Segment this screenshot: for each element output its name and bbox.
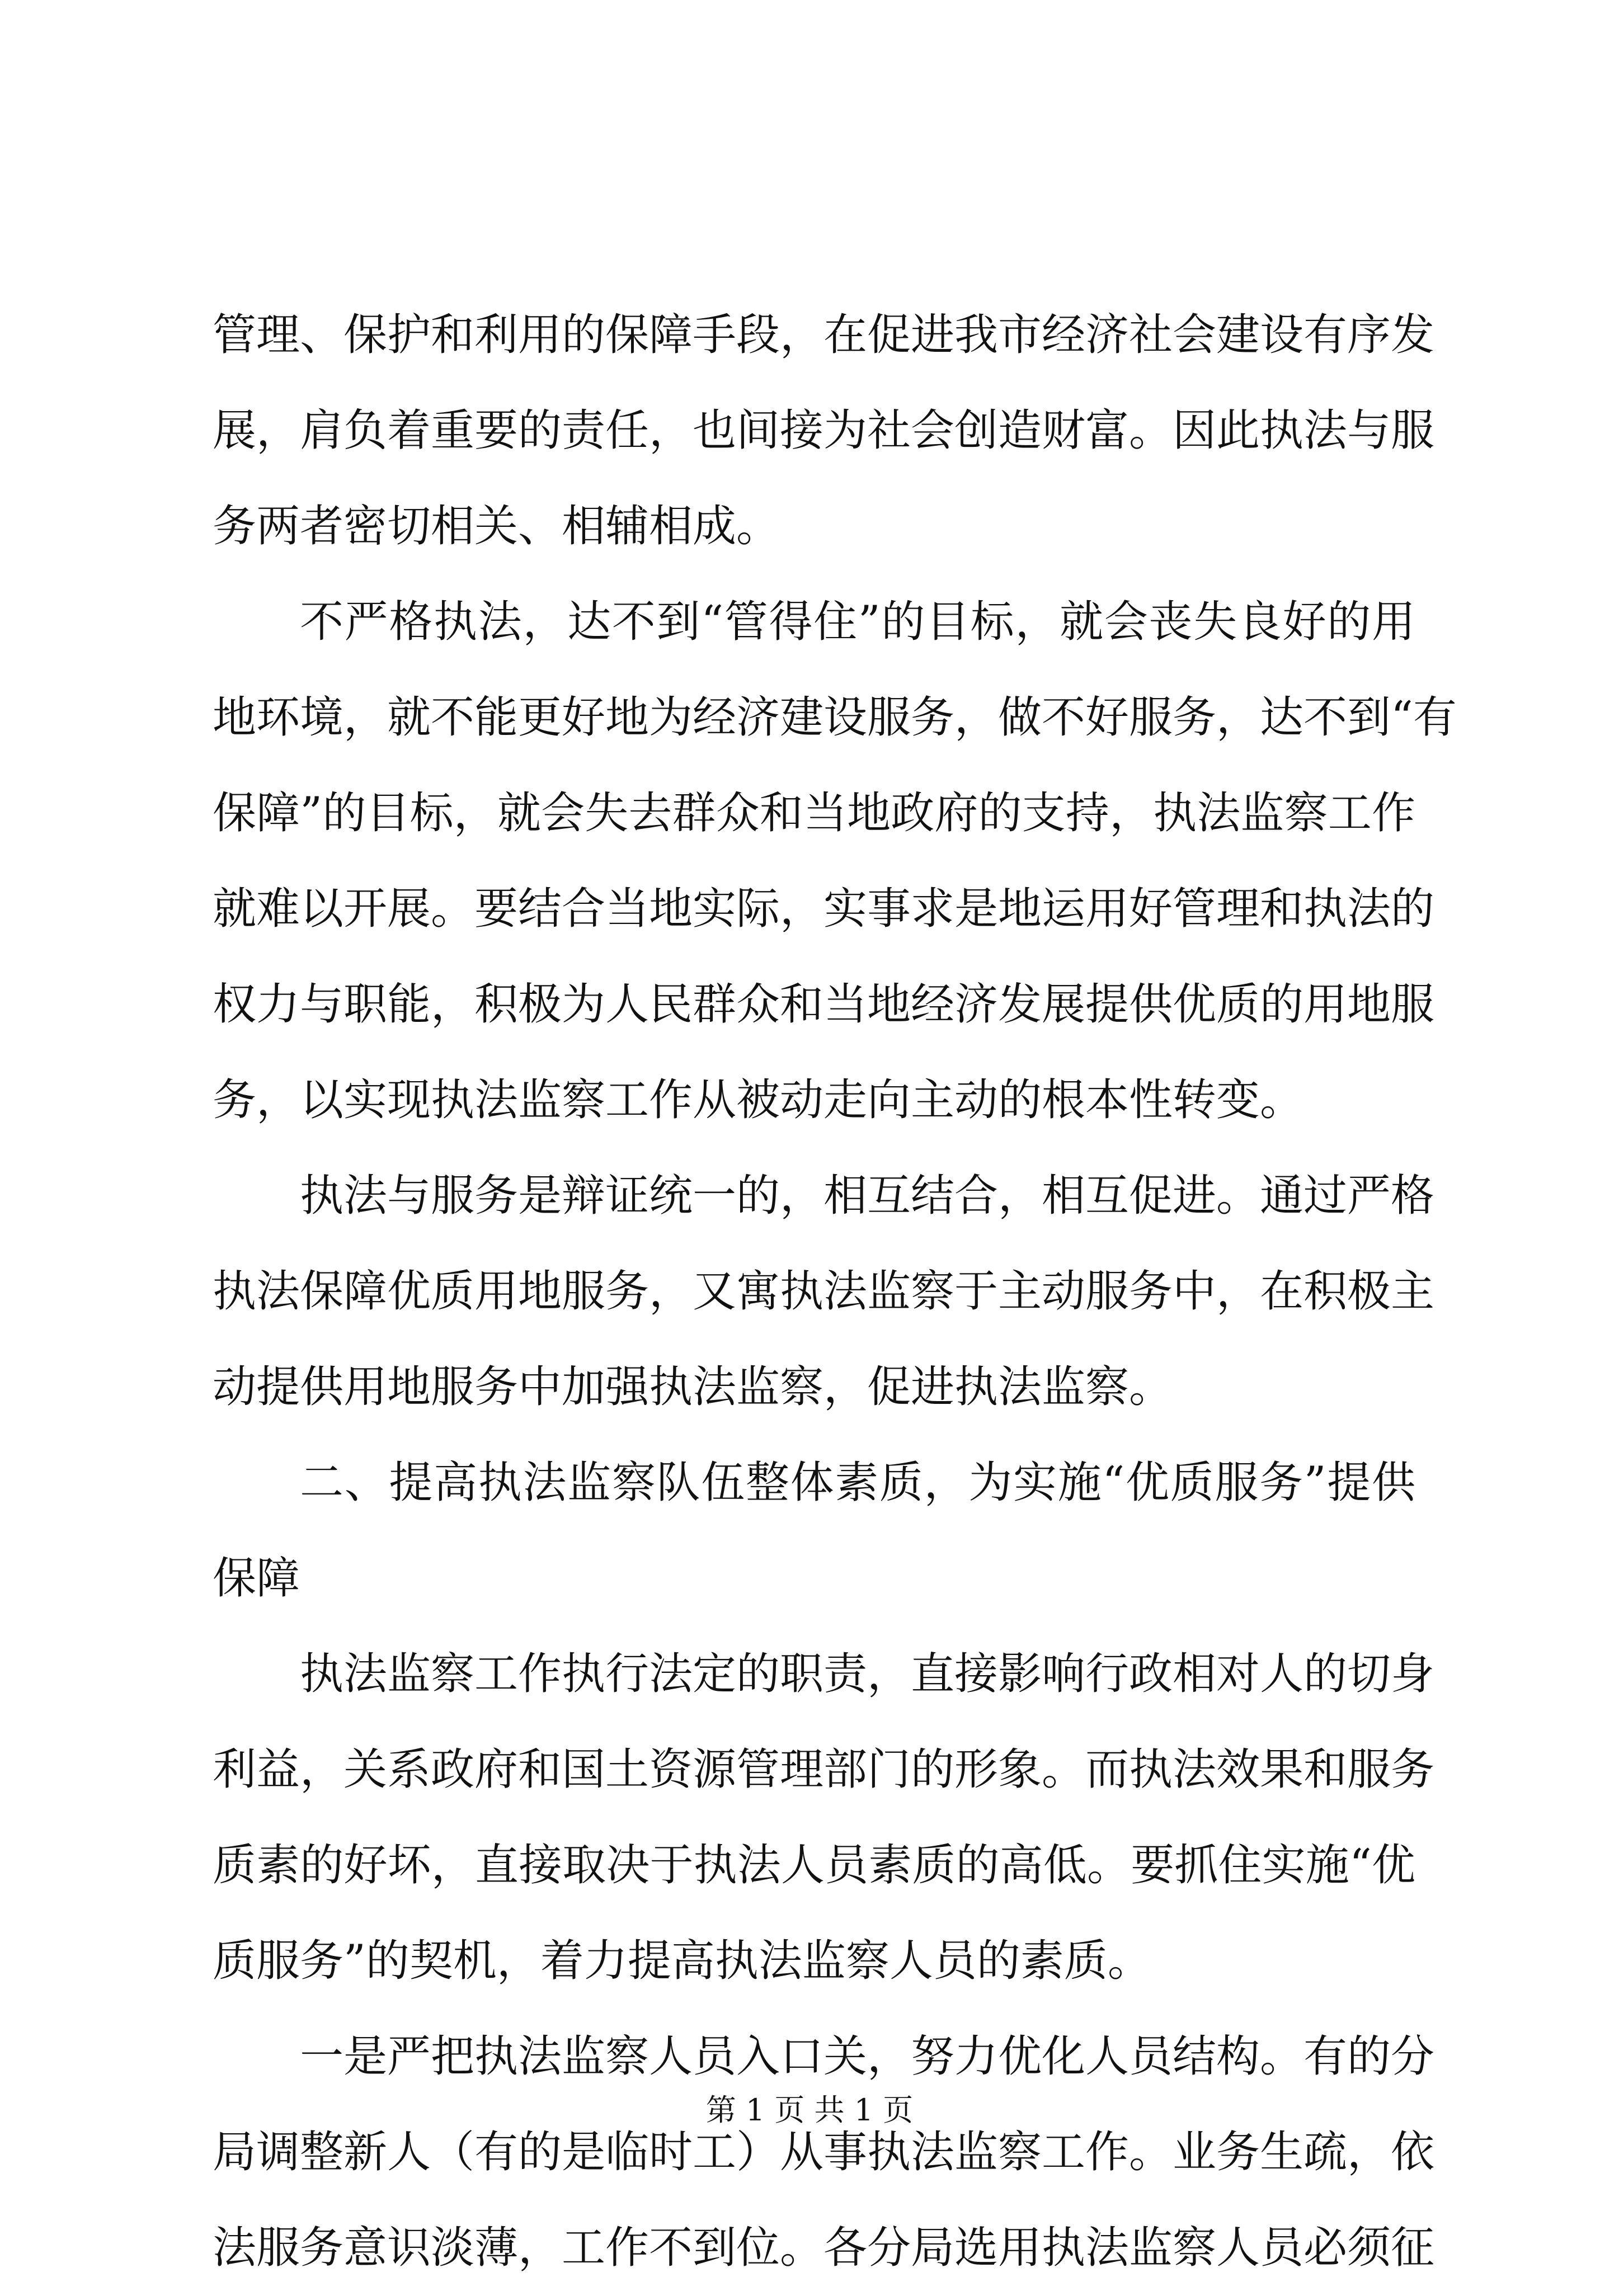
text-line: 务，以实现执法监察工作从被动走向主动的根本性转变。 <box>213 1075 1304 1125</box>
text-line: 管理、保护和利用的保障手段，在促进我市经济社会建设有序发 <box>213 310 1435 360</box>
body-text <box>213 287 1457 2296</box>
text-line: 一是严把执法监察人员入口关，努力优化人员结构。有的分 <box>300 2031 1435 2082</box>
text-line: 执法保障优质用地服务，又寓执法监察于主动服务中，在积极主 <box>213 1266 1435 1317</box>
text-line: 保障”的目标，就会失去群众和当地政府的支持，执法监察工作 <box>213 788 1415 838</box>
text-line: 权力与职能，积极为人民群众和当地经济发展提供优质的用地服 <box>213 979 1435 1030</box>
text-line: 执法与服务是辩证统一的，相互结合，相互促进。通过严格 <box>300 1171 1435 1221</box>
text-line: 动提供用地服务中加强执法监察，促进执法监察。 <box>213 1362 1173 1412</box>
text-line: 保障 <box>213 1553 300 1604</box>
text-line: 展，肩负着重要的责任，也间接为社会创造财富。因此执法与服 <box>213 406 1435 456</box>
text-line: 地环境，就不能更好地为经济建设服务，做不好服务，达不到“有 <box>213 692 1457 743</box>
text-line: 质服务”的契机，着力提高执法监察人员的素质。 <box>213 1936 1151 1986</box>
text-line: 务两者密切相关、相辅相成。 <box>213 501 780 551</box>
text-line: 法服务意识淡薄，工作不到位。各分局选用执法监察人员必须征 <box>213 2223 1435 2273</box>
text-line: 就难以开展。要结合当地实际，实事求是地运用好管理和执法的 <box>213 884 1435 934</box>
page-footer: 第 1 页 共 1 页 <box>705 2092 914 2128</box>
text-line: 质素的好坏，直接取决于执法人员素质的高低。要抓住实施“优 <box>213 1840 1415 1890</box>
text-line: 执法监察工作执行法定的职责，直接影响行政相对人的切身 <box>300 1649 1435 1699</box>
text-line: 不严格执法，达不到“管得住”的目标，就会丧失良好的用 <box>300 597 1415 647</box>
text-line: 局调整新人（有的是临时工）从事执法监察工作。业务生疏，依 <box>213 2127 1435 2177</box>
text-line: 利益，关系政府和国土资源管理部门的形象。而执法效果和服务 <box>213 1745 1435 1795</box>
text-line: 二、提高执法监察队伍整体素质，为实施“优质服务”提供 <box>300 1458 1415 1508</box>
